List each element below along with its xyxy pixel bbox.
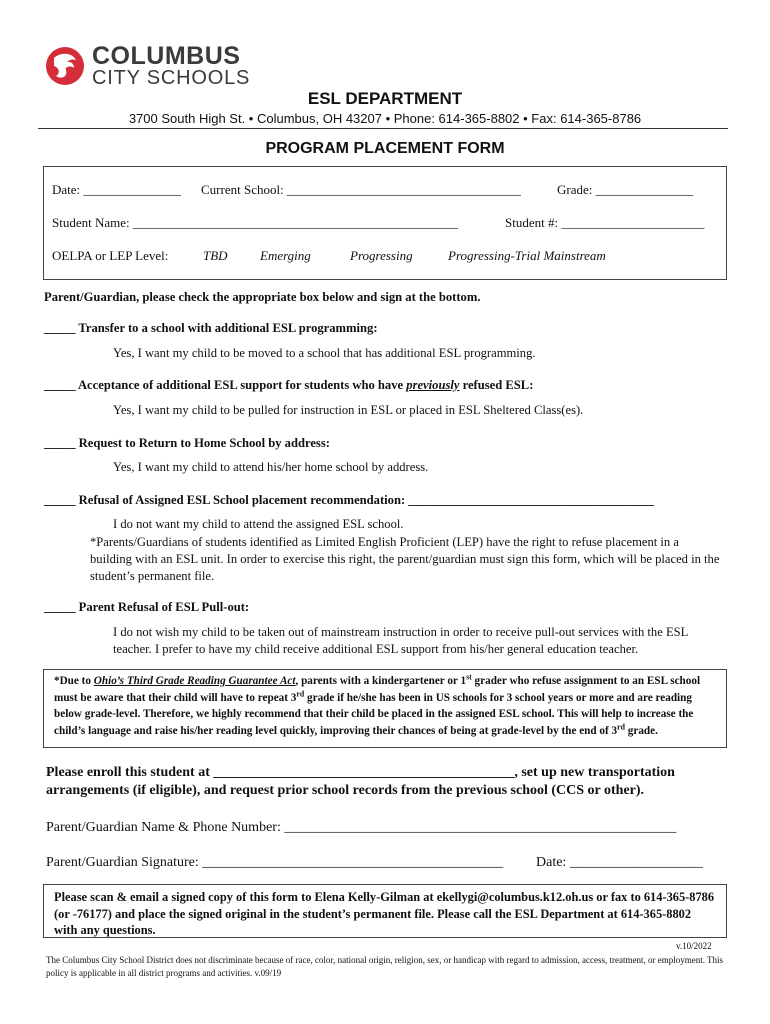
note-text-5: grade. [624,724,658,737]
student-number-field[interactable]: Student #: ______________________ [505,215,705,230]
option-transfer [44,321,378,336]
level-option-progressing[interactable]: Progressing [350,248,413,263]
note-sup-2: rd [296,688,305,698]
option-refusal-pullout-title: Parent Refusal of ESL Pull-out: [78,600,250,614]
note-text-2: , parents with a kindergartener or 1 [295,675,467,687]
option-acceptance-checkbox[interactable]: _____ [44,378,76,392]
current-school-field[interactable]: Current School: ____________________________________ [201,182,521,197]
guardian-signature-field[interactable]: Parent/Guardian Signature: ___________________________________________ [46,855,504,870]
nondiscrimination-footer: The Columbus City School District does not discriminate because of race, color, national origin, religion, sex, or handicap with regard to admission, access, treatment, or employment. This policy is applicable in all district programs and activities. v.09/19 [46,955,724,978]
enroll-statement[interactable]: Please enroll this student at ___________________________________________, set up new transportation arrangements (if eligible), and request prior school records from the previous school (CCS or other). [46,765,675,798]
option-acceptance-title-a: Acceptance of additional ESL support for students who have [77,378,404,392]
option-transfer-title: Transfer to a school with additional ESL programming: [78,321,378,335]
option-refusal-school-title[interactable]: Refusal of Assigned ESL School placement recommendation: _______________________________________ [78,493,654,507]
option-acceptance-text: Yes, I want my child to be pulled for instruction in ESL or placed in ESL Sheltered Class(es). [113,403,584,417]
option-return-home-checkbox[interactable]: _____ [44,436,76,450]
option-transfer-checkbox[interactable]: _____ [44,321,76,335]
note-sup-1: st [466,672,472,682]
option-refusal-school [44,493,654,508]
option-acceptance-title-emphasis: previously [406,378,460,392]
header-divider [38,128,728,129]
scan-instructions-box: Please scan & email a signed copy of this form to Elena Kelly-Gilman at ekellygi@columbus.k12.oh.us or fax to 614-365-8786 (or -76177) and place the signed original in the student’s permanent file. Please call the ESL Department at 614-365-8802 with any questions. [43,884,727,938]
option-return-home-text: Yes, I want my child to attend his/her home school by address. [113,460,429,474]
note-text-3: grader who refuse assignment to an ESL school must be aware that their child will have to repeat 3 [54,675,701,704]
option-return-home-title: Request to Return to Home School by address: [78,436,330,450]
logo-icon [44,44,86,88]
note-text-4: grade if he/she has been in US schools for 3 school years or more and are reading below grade-level. Therefore, we highly recommend that their child be placed in the assigned ESL school. This will help to increase the child’s language and raise his/her reading level quickly, improving their chances of being at grade-level by the end of 3 [54,691,694,737]
instruction-text: Parent/Guardian, please check the appropriate box below and sign at the bottom. [44,290,481,304]
note-text-1: *Due to [54,675,91,687]
option-refusal-pullout [44,600,249,615]
note-act-name: Ohio’s Third Grade Reading Guarantee Act [93,675,296,687]
signature-date-field[interactable]: Date: ___________________ [536,855,703,870]
option-refusal-pullout-checkbox[interactable]: _____ [44,600,76,614]
option-acceptance-title-b: refused ESL: [462,378,534,392]
option-refusal-school-text: I do not want my child to attend the assigned ESL school. [113,517,404,531]
department-title: ESL DEPARTMENT [307,89,463,108]
student-name-field[interactable]: Student Name: __________________________________________________ [52,215,458,230]
option-return-home [44,436,330,451]
note-sup-3: rd [617,721,625,731]
logo-text-columbus: COLUMBUS [92,42,241,70]
option-refusal-school-note: *Parents/Guardians of students identified as Limited English Proficient (LEP) have the right to refuse placement in a building with an ESL unit. In order to exercise this right, the parent/guardian must sign this form, which will be placed in the student’s permanent file. [90,535,720,583]
option-transfer-text: Yes, I want my child to be moved to a school that has additional ESL programming. [113,346,536,360]
guardian-name-phone-field[interactable]: Parent/Guardian Name & Phone Number: ________________________________________________________ [46,820,677,835]
date-field[interactable]: Date: _______________ [52,182,181,197]
level-option-tbd[interactable]: TBD [203,248,228,263]
grade-field[interactable]: Grade: _______________ [557,182,694,197]
logo-text-city-schools: CITY SCHOOLS [92,67,251,89]
option-acceptance [44,378,533,393]
option-refusal-pullout-text: I do not wish my child to be taken out of mainstream instruction in order to receive pull-out services with the ESL teacher. I prefer to have my child receive additional ESL support from his/her general education teacher. [113,625,688,656]
level-label: OELPA or LEP Level: [52,248,169,263]
level-option-trial-mainstream[interactable]: Progressing-Trial Mainstream [448,248,606,263]
form-version: v.10/2022 [676,941,712,951]
level-option-emerging[interactable]: Emerging [260,248,311,263]
option-refusal-school-checkbox[interactable]: _____ [44,493,76,507]
department-address: 3700 South High St. • Columbus, OH 43207 • Phone: 614-365-8802 • Fax: 614-365-8786 [128,111,642,126]
form-title: PROGRAM PLACEMENT FORM [265,140,505,157]
third-grade-note [43,669,727,748]
